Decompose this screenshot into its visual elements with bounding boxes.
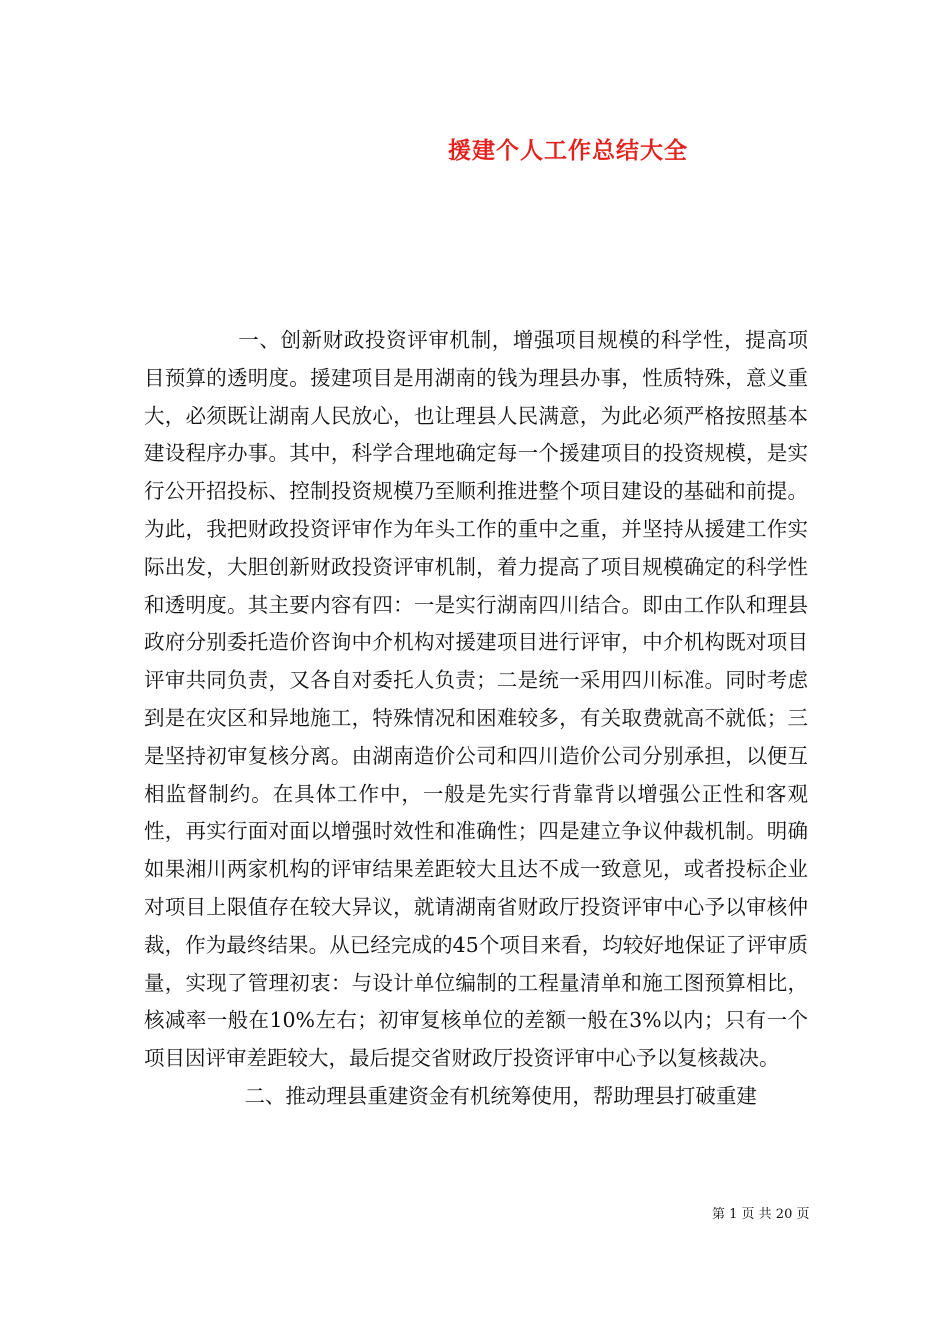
page-number-footer: 第 1 页 共 20 页 (712, 1207, 810, 1222)
paragraph-1: 一、创新财政投资评审机制，增强项目规模的科学性，提高项目预算的透明度。援建项目是用湖南的钱为理县办事，性质特殊，意义重大，必须既让湖南人民放心，也让理县人民满意，为此必须严格按照基本建设程序办事。其中，科学合理地确定每一个援建项目的投资规模，是实行公开招投标、控制投资规模乃至顺利推进整个项目建设的基础和前提。为此，我把财政投资评审作为年头工作的重中之重，并坚持从援建工作实际出发，大胆创新财政投资评审机制，着力提高了项目规模确定的科学性和透明度。其主要内容有四：一是实行湖南四川结合。即由工作队和理县政府分别委托造价咨询中介机构对援建项目进行评审，中介机构既对项目评审共同负责，又各自对委托人负责；二是统一采用四川标准。同时考虑到是在灾区和异地施工，特殊情况和困难较多，有关取费就高不就低；三是坚持初审复核分离。由湖南造价公司和四川造价公司分别承担，以便互相监督制约。在具体工作中，一般是先实行背靠背以增强公正性和客观性，再实行面对面以增强时效性和准确性；四是建立争议仲裁机制。明确如果湘川两家机构的评审结果差距较大且达不成一致意见，或者投标企业对项目上限值存在较大异议，就请湖南省财政厅投资评审中心予以审核仲裁，作为最终结果。从已经完成的45个项目来看，均较好地保证了评审质量，实现了管理初衷：与设计单位编制的工程量清单和施工图预算相比，核减率一般在10%左右；初审复核单位的差额一般在3%以内；只有一个项目因评审差距较大，最后提交省财政厅投资评审中心予以复核裁决。 (144, 328, 808, 1071)
document-title: 援建个人工作总结大全 (448, 137, 688, 164)
document-body (144, 322, 808, 1116)
paragraph-2: 二、推动理县重建资金有机统筹使用，帮助理县打破重建 (244, 1083, 757, 1108)
